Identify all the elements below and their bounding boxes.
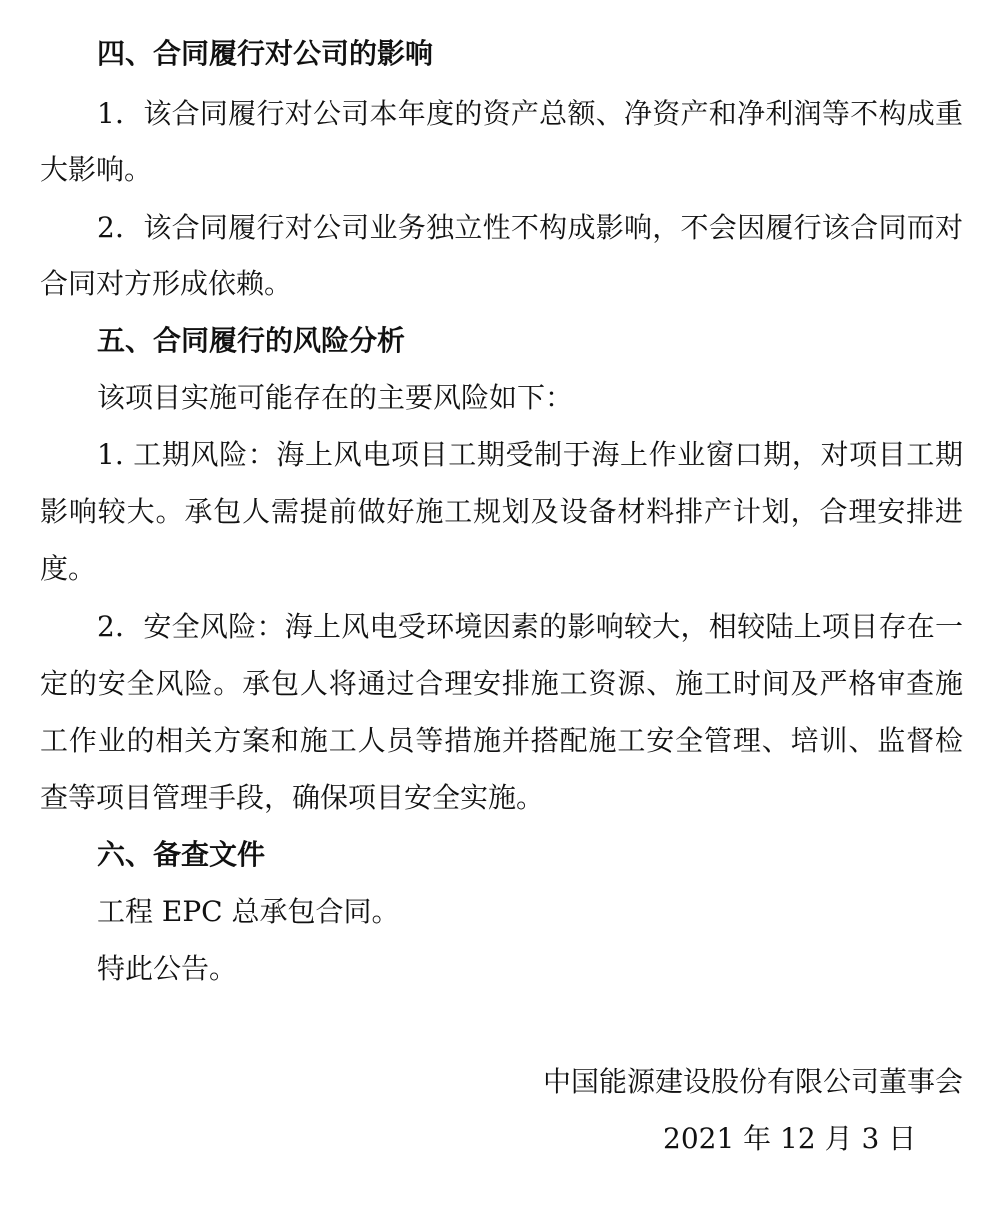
closing-statement: 特此公告。 xyxy=(97,952,238,985)
section-6-heading: 六、备查文件 xyxy=(97,838,266,871)
risk-1-line-3: 度。 xyxy=(40,552,97,585)
signature-company: 中国能源建设股份有限公司董事会 xyxy=(542,1065,963,1098)
risk-1-line-1: 1. 工期风险：海上风电项目工期受制于海上作业窗口期，对项目工期 xyxy=(97,438,963,471)
section-4-item-1-line-1: 1．该合同履行对公司本年度的资产总额、净资产和净利润等不构成重 xyxy=(97,97,963,130)
section-4-item-2-line-1: 2．该合同履行对公司业务独立性不构成影响，不会因履行该合同而对 xyxy=(97,211,963,244)
risk-2-line-3: 工作业的相关方案和施工人员等措施并搭配施工安全管理、培训、监督检 xyxy=(40,724,963,757)
section-4-item-2-line-2: 合同对方形成依赖。 xyxy=(40,267,293,300)
risk-2-line-2: 定的安全风险。承包人将通过合理安排施工资源、施工时间及严格审查施 xyxy=(40,667,963,700)
risk-1-line-2: 影响较大。承包人需提前做好施工规划及设备材料排产计划，合理安排进 xyxy=(40,495,963,528)
section-5-intro: 该项目实施可能存在的主要风险如下： xyxy=(97,381,574,414)
risk-2-line-4: 查等项目管理手段，确保项目安全实施。 xyxy=(40,781,545,814)
section-4-item-1-line-2: 大影响。 xyxy=(40,153,153,186)
section-5-heading: 五、合同履行的风险分析 xyxy=(97,324,406,357)
risk-2-line-1: 2．安全风险：海上风电受环境因素的影响较大，相较陆上项目存在一 xyxy=(97,610,963,643)
section-4-heading: 四、合同履行对公司的影响 xyxy=(97,37,434,70)
reference-file: 工程 EPC 总承包合同。 xyxy=(97,895,400,928)
signature-date: 2021 年 12 月 3 日 xyxy=(663,1122,917,1155)
